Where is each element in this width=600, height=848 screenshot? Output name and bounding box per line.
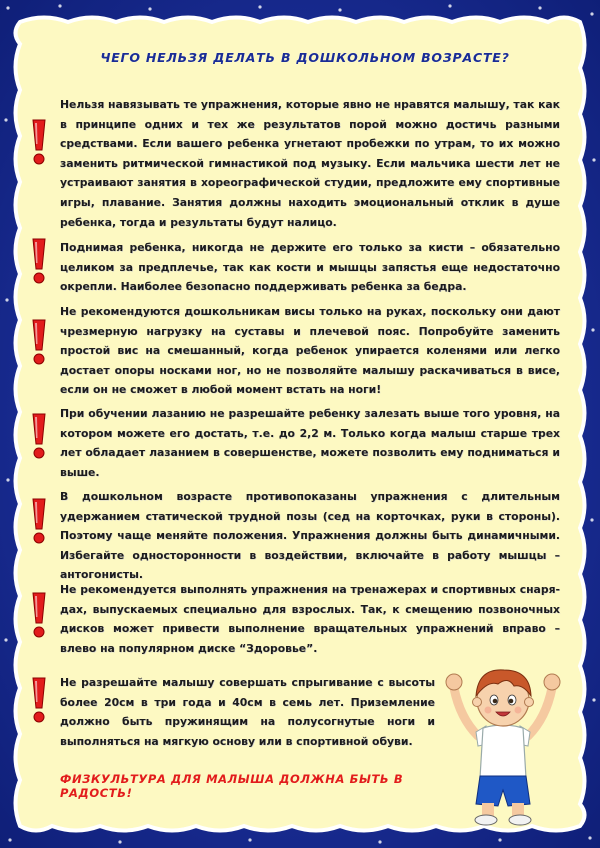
rule-paragraph-2: Поднимая ребенка, никогда не держите его только за кисти – обязательно целиком за предплечье, так как кости и мышцы запястья еще недостаточно окрепли. Наиболее безопасно поддерживать ребенка за бедра. <box>60 241 560 294</box>
exclamation-mark-icon <box>28 118 50 166</box>
boy-illustration <box>438 648 568 828</box>
rule-paragraph-4: При обучении лазанию не разрешайте ребенку залезать выше того уровня, на котором можете его достать, т.е. до 2,2 м. Только когда малыш старше трех лет обладает лазанием в совершенстве, можете позволить ему подниматься и выше. <box>60 407 560 479</box>
exclamation-mark-icon <box>28 676 50 724</box>
footer-slogan: ФИЗКУЛЬТУРА ДЛЯ МАЛЫША ДОЛЖНА БЫТЬ В РАДОСТЬ! <box>60 772 404 800</box>
exclamation-mark-icon <box>28 412 50 460</box>
rule-paragraph-6: Не рекомендуется выполнять упражнения на тренажерах и спортивных снаря-дах, выпускаемых специально для взрослых. Так, к смещению позвоночных дисков может привести выполнение вращательных упражнений вправо – влево на популярном диске “Здоровье”. <box>60 583 560 655</box>
exclamation-mark-icon <box>28 591 50 639</box>
exclamation-mark-icon <box>28 318 50 366</box>
rule-paragraph-7: Не разрешайте малышу совершать спрыгивание с высоты более 20см в три года и 40см в семь лет. Приземление должно быть пружинящим на полусогнутые ноги и выполняться на мягкую основу или в спортивной обуви. <box>60 676 435 748</box>
exclamation-mark-icon <box>28 497 50 545</box>
rule-paragraph-5: В дошкольном возрасте противопоказаны упражнения с длительным удержанием статической трудной позы (сед на корточках, руки в стороны). Поэтому чаще меняйте положения. Упражнения должны быть динамичными. Избегайте односторонности в воздействии, включайте в работу мышцы – антогонисты. <box>60 490 560 582</box>
page-title: ЧЕГО НЕЛЬЗЯ ДЕЛАТЬ В ДОШКОЛЬНОМ ВОЗРАСТЕ? <box>100 50 510 65</box>
rule-paragraph-1: Нельзя навязывать те упражнения, которые явно не нравятся малышу, так как в принципе одних и тех же результатов порой можно достичь разными средствами. Если вашего ребенка угнетают пробежки по утрам, то их можно заменить ритмической гимнастикой под музыку. Если мальчика шести лет не устраивают занятия в хореографической студии, предложите ему спортивные игры, плавание. Занятия должны находить эмоциональный отклик в душе ребенка, тогда и результаты будут налицо. <box>60 98 561 229</box>
exclamation-mark-icon <box>28 237 50 285</box>
rule-paragraph-3: Не рекомендуются дошкольникам висы только на руках, поскольку они дают чрезмерную нагрузку на суставы и плечевой пояс. Попробуйте заменить простой вис на смешанный, когда ребенок упирается коленями или легко достает опоры носками ног, но не позволяйте малышу раскачиваться в висе, если он не сможет в любой момент встать на ноги! <box>60 305 560 397</box>
